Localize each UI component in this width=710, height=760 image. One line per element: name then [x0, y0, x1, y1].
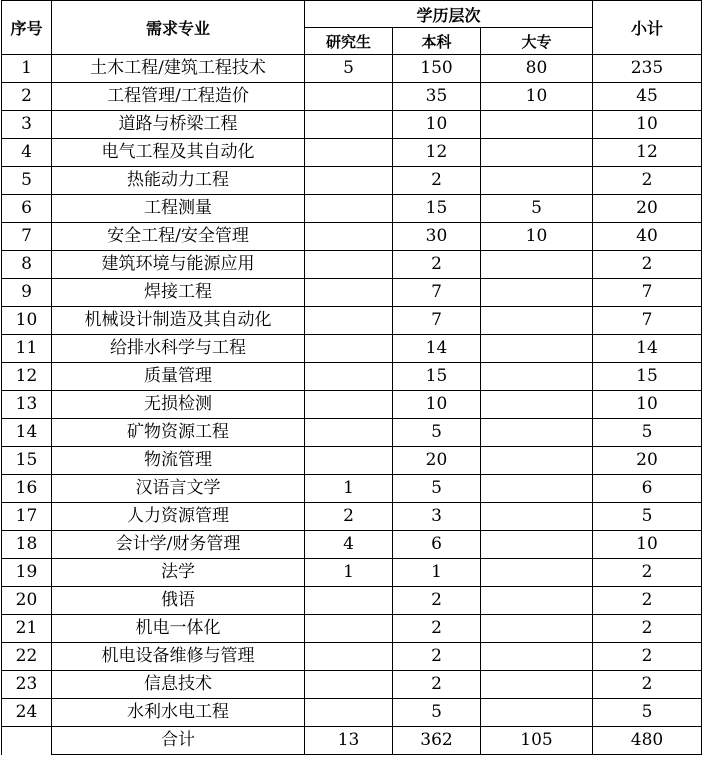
serial-cell: 17: [2, 503, 52, 531]
subtotal-cell: 45: [593, 83, 702, 111]
serial-cell: 24: [2, 699, 52, 727]
total-college: 105: [481, 727, 593, 755]
table-body: [2, 55, 702, 727]
college-cell: [481, 643, 593, 671]
postgraduate-cell: [305, 699, 393, 727]
subtotal-cell: 2: [593, 251, 702, 279]
bachelor-cell: 20: [393, 447, 481, 475]
major-cell: 质量管理: [52, 363, 305, 391]
serial-cell: 15: [2, 447, 52, 475]
header-bachelor: 本科: [393, 28, 481, 55]
bachelor-cell: 2: [393, 587, 481, 615]
table-row: [2, 167, 702, 195]
college-cell: 10: [481, 223, 593, 251]
subtotal-cell: 5: [593, 419, 702, 447]
serial-cell: 13: [2, 391, 52, 419]
subtotal-cell: 2: [593, 587, 702, 615]
header-college: 大专: [481, 28, 593, 55]
major-cell: 机电一体化: [52, 615, 305, 643]
bachelor-cell: 2: [393, 671, 481, 699]
bachelor-cell: 35: [393, 83, 481, 111]
subtotal-cell: 40: [593, 223, 702, 251]
bachelor-cell: 7: [393, 307, 481, 335]
postgraduate-cell: [305, 363, 393, 391]
serial-cell: 3: [2, 111, 52, 139]
serial-cell: 20: [2, 587, 52, 615]
major-cell: 建筑环境与能源应用: [52, 251, 305, 279]
header-serial-number: 序号: [2, 1, 52, 55]
bachelor-cell: 2: [393, 251, 481, 279]
major-cell: 热能动力工程: [52, 167, 305, 195]
subtotal-cell: 10: [593, 391, 702, 419]
recruitment-demand-table: [1, 0, 702, 755]
major-cell: 俄语: [52, 587, 305, 615]
postgraduate-cell: [305, 615, 393, 643]
major-cell: 电气工程及其自动化: [52, 139, 305, 167]
table-row: [2, 531, 702, 559]
major-cell: 矿物资源工程: [52, 419, 305, 447]
table-row: [2, 83, 702, 111]
major-cell: 土木工程/建筑工程技术: [52, 55, 305, 83]
bachelor-cell: 30: [393, 223, 481, 251]
table-row: [2, 391, 702, 419]
subtotal-cell: 5: [593, 503, 702, 531]
postgraduate-cell: [305, 447, 393, 475]
postgraduate-cell: [305, 111, 393, 139]
table-row: [2, 419, 702, 447]
table-row: [2, 195, 702, 223]
college-cell: 10: [481, 83, 593, 111]
total-postgraduate: 13: [305, 727, 393, 755]
subtotal-cell: 10: [593, 111, 702, 139]
serial-cell: 4: [2, 139, 52, 167]
college-cell: [481, 279, 593, 307]
major-cell: 无损检测: [52, 391, 305, 419]
major-cell: 水利水电工程: [52, 699, 305, 727]
subtotal-cell: 7: [593, 307, 702, 335]
college-cell: [481, 307, 593, 335]
subtotal-cell: 6: [593, 475, 702, 503]
college-cell: [481, 139, 593, 167]
bachelor-cell: 10: [393, 111, 481, 139]
header-subtotal: 小计: [593, 1, 702, 55]
serial-cell: 18: [2, 531, 52, 559]
college-cell: [481, 671, 593, 699]
college-cell: 80: [481, 55, 593, 83]
postgraduate-cell: [305, 671, 393, 699]
college-cell: 5: [481, 195, 593, 223]
subtotal-cell: 235: [593, 55, 702, 83]
bachelor-cell: 5: [393, 475, 481, 503]
college-cell: [481, 363, 593, 391]
serial-cell: 22: [2, 643, 52, 671]
postgraduate-cell: [305, 251, 393, 279]
major-cell: 物流管理: [52, 447, 305, 475]
bachelor-cell: 14: [393, 335, 481, 363]
serial-cell: 7: [2, 223, 52, 251]
postgraduate-cell: 1: [305, 475, 393, 503]
major-cell: 工程管理/工程造价: [52, 83, 305, 111]
bachelor-cell: 10: [393, 391, 481, 419]
subtotal-cell: 12: [593, 139, 702, 167]
major-cell: 机电设备维修与管理: [52, 643, 305, 671]
college-cell: [481, 559, 593, 587]
subtotal-cell: 2: [593, 643, 702, 671]
table-row: [2, 363, 702, 391]
header-postgraduate: 研究生: [305, 28, 393, 55]
subtotal-cell: 14: [593, 335, 702, 363]
postgraduate-cell: 5: [305, 55, 393, 83]
table-row: [2, 223, 702, 251]
serial-cell: 21: [2, 615, 52, 643]
table-row: [2, 671, 702, 699]
table-row: [2, 475, 702, 503]
major-cell: 信息技术: [52, 671, 305, 699]
bachelor-cell: 2: [393, 643, 481, 671]
college-cell: [481, 587, 593, 615]
total-subtotal: 480: [593, 727, 702, 755]
subtotal-cell: 20: [593, 195, 702, 223]
serial-cell: 16: [2, 475, 52, 503]
college-cell: [481, 111, 593, 139]
table-row: [2, 251, 702, 279]
bachelor-cell: 7: [393, 279, 481, 307]
postgraduate-cell: [305, 643, 393, 671]
major-cell: 道路与桥梁工程: [52, 111, 305, 139]
header-education-level: 学历层次: [305, 1, 593, 28]
subtotal-cell: 7: [593, 279, 702, 307]
postgraduate-cell: 2: [305, 503, 393, 531]
table-row: [2, 335, 702, 363]
college-cell: [481, 419, 593, 447]
bachelor-cell: 1: [393, 559, 481, 587]
major-cell: 焊接工程: [52, 279, 305, 307]
total-label: 合计: [52, 727, 305, 755]
bachelor-cell: 15: [393, 363, 481, 391]
college-cell: [481, 391, 593, 419]
table-row: [2, 307, 702, 335]
college-cell: [481, 531, 593, 559]
college-cell: [481, 475, 593, 503]
postgraduate-cell: [305, 335, 393, 363]
major-cell: 人力资源管理: [52, 503, 305, 531]
bachelor-cell: 5: [393, 699, 481, 727]
total-row: [2, 727, 702, 755]
serial-cell: 5: [2, 167, 52, 195]
college-cell: [481, 251, 593, 279]
subtotal-cell: 15: [593, 363, 702, 391]
major-cell: 会计学/财务管理: [52, 531, 305, 559]
total-serial-cell: [2, 727, 52, 755]
postgraduate-cell: [305, 139, 393, 167]
table-row: [2, 55, 702, 83]
postgraduate-cell: [305, 223, 393, 251]
bachelor-cell: 6: [393, 531, 481, 559]
table-row: [2, 587, 702, 615]
college-cell: [481, 615, 593, 643]
table-row: [2, 615, 702, 643]
bachelor-cell: 2: [393, 615, 481, 643]
college-cell: [481, 699, 593, 727]
table-row: [2, 559, 702, 587]
college-cell: [481, 447, 593, 475]
college-cell: [481, 167, 593, 195]
bachelor-cell: 12: [393, 139, 481, 167]
table-row: [2, 503, 702, 531]
subtotal-cell: 20: [593, 447, 702, 475]
bachelor-cell: 150: [393, 55, 481, 83]
bachelor-cell: 2: [393, 167, 481, 195]
postgraduate-cell: [305, 587, 393, 615]
serial-cell: 10: [2, 307, 52, 335]
serial-cell: 2: [2, 83, 52, 111]
subtotal-cell: 2: [593, 167, 702, 195]
major-cell: 给排水科学与工程: [52, 335, 305, 363]
major-cell: 法学: [52, 559, 305, 587]
postgraduate-cell: 1: [305, 559, 393, 587]
table-row: [2, 279, 702, 307]
subtotal-cell: 2: [593, 559, 702, 587]
serial-cell: 8: [2, 251, 52, 279]
subtotal-cell: 5: [593, 699, 702, 727]
postgraduate-cell: [305, 419, 393, 447]
postgraduate-cell: [305, 195, 393, 223]
major-cell: 机械设计制造及其自动化: [52, 307, 305, 335]
serial-cell: 14: [2, 419, 52, 447]
table-row: [2, 139, 702, 167]
table-row: [2, 699, 702, 727]
serial-cell: 1: [2, 55, 52, 83]
major-cell: 工程测量: [52, 195, 305, 223]
serial-cell: 19: [2, 559, 52, 587]
serial-cell: 6: [2, 195, 52, 223]
postgraduate-cell: 4: [305, 531, 393, 559]
bachelor-cell: 3: [393, 503, 481, 531]
major-cell: 安全工程/安全管理: [52, 223, 305, 251]
serial-cell: 23: [2, 671, 52, 699]
bachelor-cell: 5: [393, 419, 481, 447]
postgraduate-cell: [305, 279, 393, 307]
total-bachelor: 362: [393, 727, 481, 755]
postgraduate-cell: [305, 307, 393, 335]
major-cell: 汉语言文学: [52, 475, 305, 503]
postgraduate-cell: [305, 167, 393, 195]
table-row: [2, 643, 702, 671]
postgraduate-cell: [305, 391, 393, 419]
subtotal-cell: 2: [593, 615, 702, 643]
serial-cell: 11: [2, 335, 52, 363]
bachelor-cell: 15: [393, 195, 481, 223]
header-required-major: 需求专业: [52, 1, 305, 55]
subtotal-cell: 2: [593, 671, 702, 699]
college-cell: [481, 503, 593, 531]
serial-cell: 9: [2, 279, 52, 307]
subtotal-cell: 10: [593, 531, 702, 559]
serial-cell: 12: [2, 363, 52, 391]
college-cell: [481, 335, 593, 363]
postgraduate-cell: [305, 83, 393, 111]
table-row: [2, 111, 702, 139]
table-row: [2, 447, 702, 475]
